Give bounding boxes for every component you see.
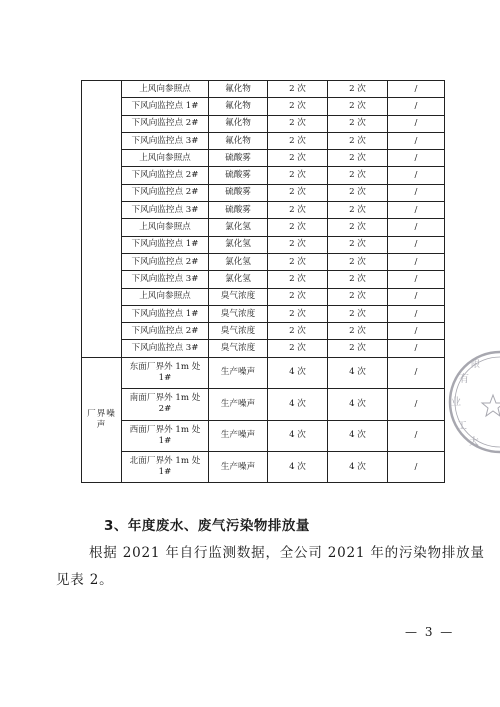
section-heading: 3、年度废水、废气污染物排放量 — [104, 518, 310, 534]
group-cell-noise: 厂界噪声 — [82, 357, 122, 483]
svg-text:工: 工 — [457, 421, 467, 432]
remark: / — [388, 98, 445, 115]
frequency-b: 2 次 — [328, 98, 388, 115]
frequency-a: 2 次 — [268, 132, 328, 149]
table-row — [82, 132, 445, 149]
monitoring-item: 氟化物 — [209, 81, 268, 98]
remark: / — [388, 451, 445, 482]
frequency-b: 2 次 — [328, 81, 388, 98]
monitoring-item: 臭气浓度 — [209, 323, 268, 340]
monitoring-point: 上风向参照点 — [122, 150, 209, 167]
frequency-a: 2 次 — [268, 98, 328, 115]
remark: / — [388, 271, 445, 288]
paragraph-line-1: 根据 2021 年自行监测数据，全公司 2021 年的污染物排放量 — [89, 545, 485, 561]
monitoring-item: 硫酸雾 — [209, 202, 268, 219]
frequency-b: 4 次 — [328, 420, 388, 451]
frequency-b: 4 次 — [328, 357, 388, 388]
frequency-b: 4 次 — [328, 389, 388, 420]
monitoring-item: 氯化氢 — [209, 236, 268, 253]
monitoring-point: 下风向监控点 3# — [122, 271, 209, 288]
monitoring-point: 下风向监控点 3# — [122, 202, 209, 219]
svg-text:业: 业 — [451, 397, 461, 408]
svg-text:有: 有 — [459, 374, 469, 385]
monitoring-point: 上风向参照点 — [122, 219, 209, 236]
remark: / — [388, 236, 445, 253]
monitoring-point: 下风向监控点 2# — [122, 115, 209, 132]
remark: / — [388, 305, 445, 322]
frequency-a: 2 次 — [268, 167, 328, 184]
table-row — [82, 340, 445, 357]
frequency-b: 2 次 — [328, 115, 388, 132]
frequency-a: 2 次 — [268, 323, 328, 340]
remark: / — [388, 184, 445, 201]
monitoring-point-line1: 东面厂界外 1m 处 — [129, 361, 201, 372]
monitoring-item: 硫酸雾 — [209, 184, 268, 201]
monitoring-point — [122, 420, 209, 451]
page-number: — 3 — — [405, 625, 455, 639]
monitoring-table — [81, 80, 445, 483]
monitoring-point — [122, 451, 209, 482]
table-row — [82, 323, 445, 340]
monitoring-point-line1: 西面厂界外 1m 处 — [129, 424, 201, 435]
svg-text:太: 太 — [469, 437, 479, 448]
svg-text:限: 限 — [471, 360, 481, 370]
monitoring-point — [122, 389, 209, 420]
monitoring-point-line2: 1# — [158, 372, 172, 383]
frequency-b: 2 次 — [328, 132, 388, 149]
frequency-a: 2 次 — [268, 340, 328, 357]
remark: / — [388, 253, 445, 270]
monitoring-item: 臭气浓度 — [209, 340, 268, 357]
table-row — [82, 202, 445, 219]
monitoring-item: 氟化物 — [209, 115, 268, 132]
table-row — [82, 305, 445, 322]
frequency-b: 2 次 — [328, 184, 388, 201]
monitoring-item: 生产噪声 — [209, 389, 268, 420]
table-row — [82, 167, 445, 184]
group-cell-air — [82, 81, 122, 358]
remark: / — [388, 132, 445, 149]
monitoring-point: 下风向监控点 2# — [122, 253, 209, 270]
frequency-a: 4 次 — [268, 389, 328, 420]
monitoring-item: 硫酸雾 — [209, 150, 268, 167]
paragraph-line-2: 见表 2。 — [56, 572, 114, 588]
frequency-b: 2 次 — [328, 219, 388, 236]
frequency-a: 2 次 — [268, 253, 328, 270]
remark: / — [388, 150, 445, 167]
table-row — [82, 288, 445, 305]
monitoring-point: 下风向监控点 2# — [122, 323, 209, 340]
frequency-a: 2 次 — [268, 115, 328, 132]
monitoring-point-line2: 1# — [158, 435, 172, 446]
remark: / — [388, 81, 445, 98]
monitoring-point: 上风向参照点 — [122, 81, 209, 98]
monitoring-item: 臭气浓度 — [209, 305, 268, 322]
remark: / — [388, 115, 445, 132]
frequency-b: 4 次 — [328, 451, 388, 482]
table-row — [82, 184, 445, 201]
remark: / — [388, 202, 445, 219]
frequency-b: 2 次 — [328, 288, 388, 305]
remark: / — [388, 420, 445, 451]
monitoring-point: 下风向监控点 3# — [122, 132, 209, 149]
table-row — [82, 420, 445, 451]
frequency-b: 2 次 — [328, 150, 388, 167]
frequency-a: 2 次 — [268, 271, 328, 288]
monitoring-point — [122, 357, 209, 388]
frequency-b: 2 次 — [328, 305, 388, 322]
remark: / — [388, 288, 445, 305]
monitoring-item: 氯化氢 — [209, 253, 268, 270]
frequency-b: 2 次 — [328, 323, 388, 340]
monitoring-point-line1: 北面厂界外 1m 处 — [129, 456, 201, 467]
table-row — [82, 357, 445, 388]
monitoring-item: 硫酸雾 — [209, 167, 268, 184]
frequency-a: 4 次 — [268, 357, 328, 388]
remark: / — [388, 219, 445, 236]
remark: / — [388, 167, 445, 184]
table-row — [82, 115, 445, 132]
table-row — [82, 253, 445, 270]
table-row — [82, 451, 445, 482]
frequency-a: 2 次 — [268, 236, 328, 253]
monitoring-point: 下风向监控点 1# — [122, 236, 209, 253]
monitoring-item: 臭气浓度 — [209, 288, 268, 305]
frequency-b: 2 次 — [328, 253, 388, 270]
frequency-b: 2 次 — [328, 202, 388, 219]
frequency-a: 2 次 — [268, 81, 328, 98]
frequency-a: 2 次 — [268, 305, 328, 322]
frequency-a: 4 次 — [268, 420, 328, 451]
monitoring-item: 氯化氢 — [209, 271, 268, 288]
table-row — [82, 389, 445, 420]
monitoring-point: 下风向监控点 2# — [122, 184, 209, 201]
monitoring-point: 上风向参照点 — [122, 288, 209, 305]
frequency-b: 2 次 — [328, 271, 388, 288]
monitoring-point-line2: 1# — [158, 467, 172, 478]
table-row — [82, 236, 445, 253]
frequency-a: 2 次 — [268, 150, 328, 167]
frequency-a: 4 次 — [268, 451, 328, 482]
frequency-b: 2 次 — [328, 236, 388, 253]
monitoring-item: 氟化物 — [209, 132, 268, 149]
monitoring-item: 氯化氢 — [209, 219, 268, 236]
frequency-a: 2 次 — [268, 219, 328, 236]
monitoring-point-line2: 2# — [158, 404, 172, 415]
monitoring-point: 下风向监控点 3# — [122, 340, 209, 357]
monitoring-point: 下风向监控点 1# — [122, 98, 209, 115]
table-row — [82, 150, 445, 167]
frequency-b: 2 次 — [328, 340, 388, 357]
monitoring-item: 生产噪声 — [209, 451, 268, 482]
monitoring-item: 生产噪声 — [209, 420, 268, 451]
monitoring-table-body — [82, 81, 445, 483]
remark: / — [388, 357, 445, 388]
monitoring-item: 生产噪声 — [209, 357, 268, 388]
monitoring-point-line1: 南面厂界外 1m 处 — [129, 393, 201, 404]
table-row — [82, 219, 445, 236]
frequency-a: 2 次 — [268, 184, 328, 201]
table-row — [82, 81, 445, 98]
frequency-a: 2 次 — [268, 288, 328, 305]
monitoring-point: 下风向监控点 2# — [122, 167, 209, 184]
frequency-b: 2 次 — [328, 167, 388, 184]
table-row — [82, 98, 445, 115]
monitoring-item: 氟化物 — [209, 98, 268, 115]
monitoring-point: 下风向监控点 1# — [122, 305, 209, 322]
remark: / — [388, 323, 445, 340]
frequency-a: 2 次 — [268, 202, 328, 219]
company-seal — [445, 347, 500, 457]
table-row — [82, 271, 445, 288]
remark: / — [388, 389, 445, 420]
remark: / — [388, 340, 445, 357]
